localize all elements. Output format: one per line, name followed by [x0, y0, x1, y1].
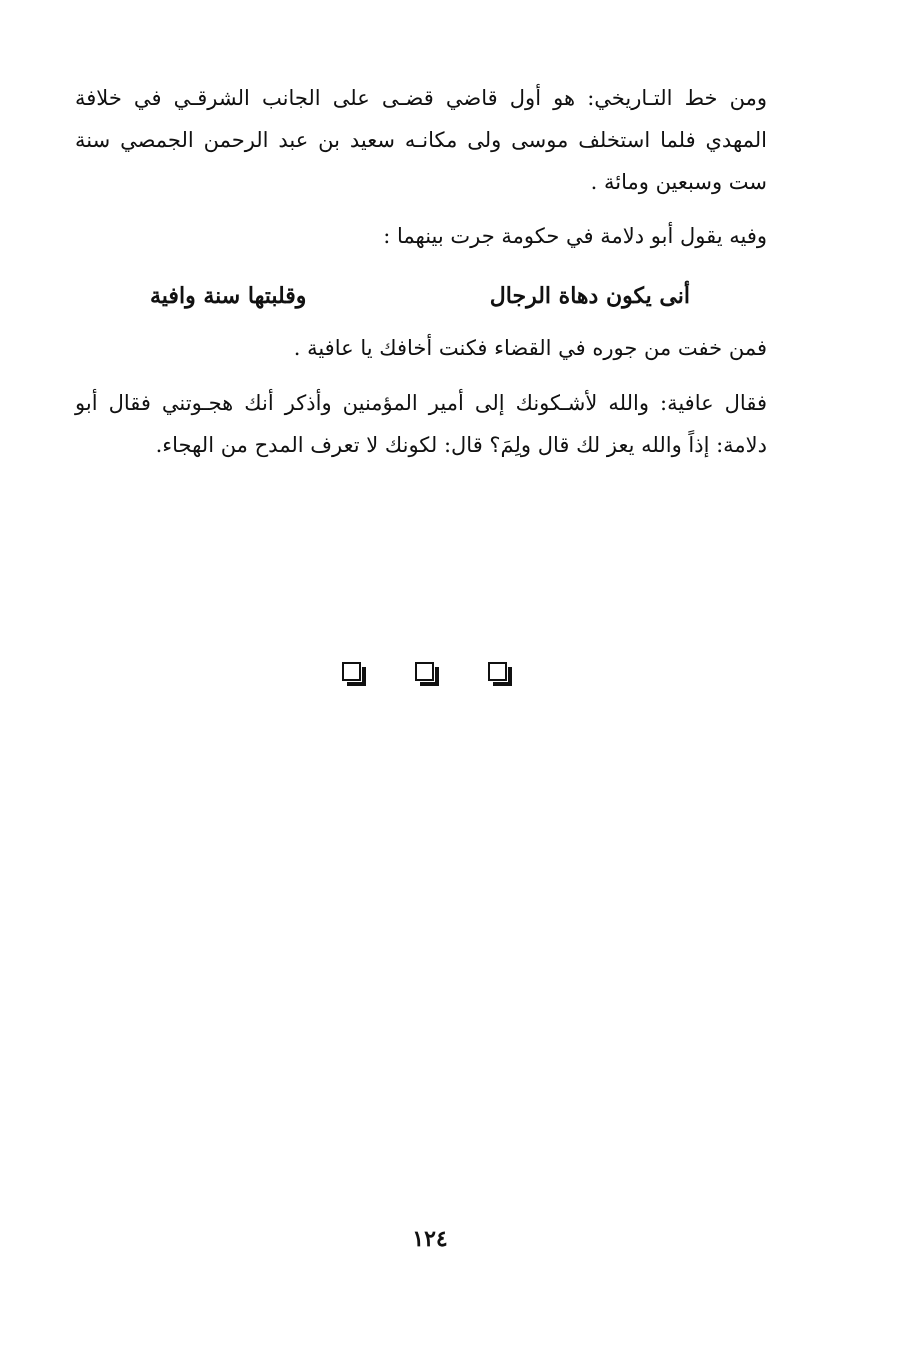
paragraph-dialogue: فقال عافية: والله لأشـكونك إلى أمير المؤمنين وأذكر أنك هجـوتني فقال أبو دلامة: إذاً والله يعز لك قال ولِمَ؟ قال: لكونك لا تعرف المدح من الهجاء. — [75, 391, 767, 457]
box-icon — [415, 662, 437, 684]
box-icon — [342, 662, 364, 684]
page-number: ١٢٤ — [412, 1226, 448, 1252]
paragraph-verse-intro: وفيه يقول أبو دلامة في حكومة جرت بينهما : — [383, 224, 767, 248]
paragraph-verse-continuation: فمن خفت من جوره في القضاء فكنت أخافك يا عافية . — [293, 336, 767, 360]
verse-first-hemistich: أنى يكون دهاة الرجال — [489, 283, 690, 309]
paragraph-history: ومن خط التـاريخي: هو أول قاضي قضـى على الجانب الشرقـي في خلافة المهدي فلما استخلف موسى ولى مكانـه سعيد بن عبد الرحمن الجمصي سنة ست وسبعين ومائة . — [75, 86, 767, 194]
box-icon — [488, 662, 510, 684]
poem-verse — [150, 276, 690, 316]
section-divider-ornament — [342, 662, 510, 688]
verse-second-hemistich: وقلبتها سنة وافية — [150, 283, 307, 309]
